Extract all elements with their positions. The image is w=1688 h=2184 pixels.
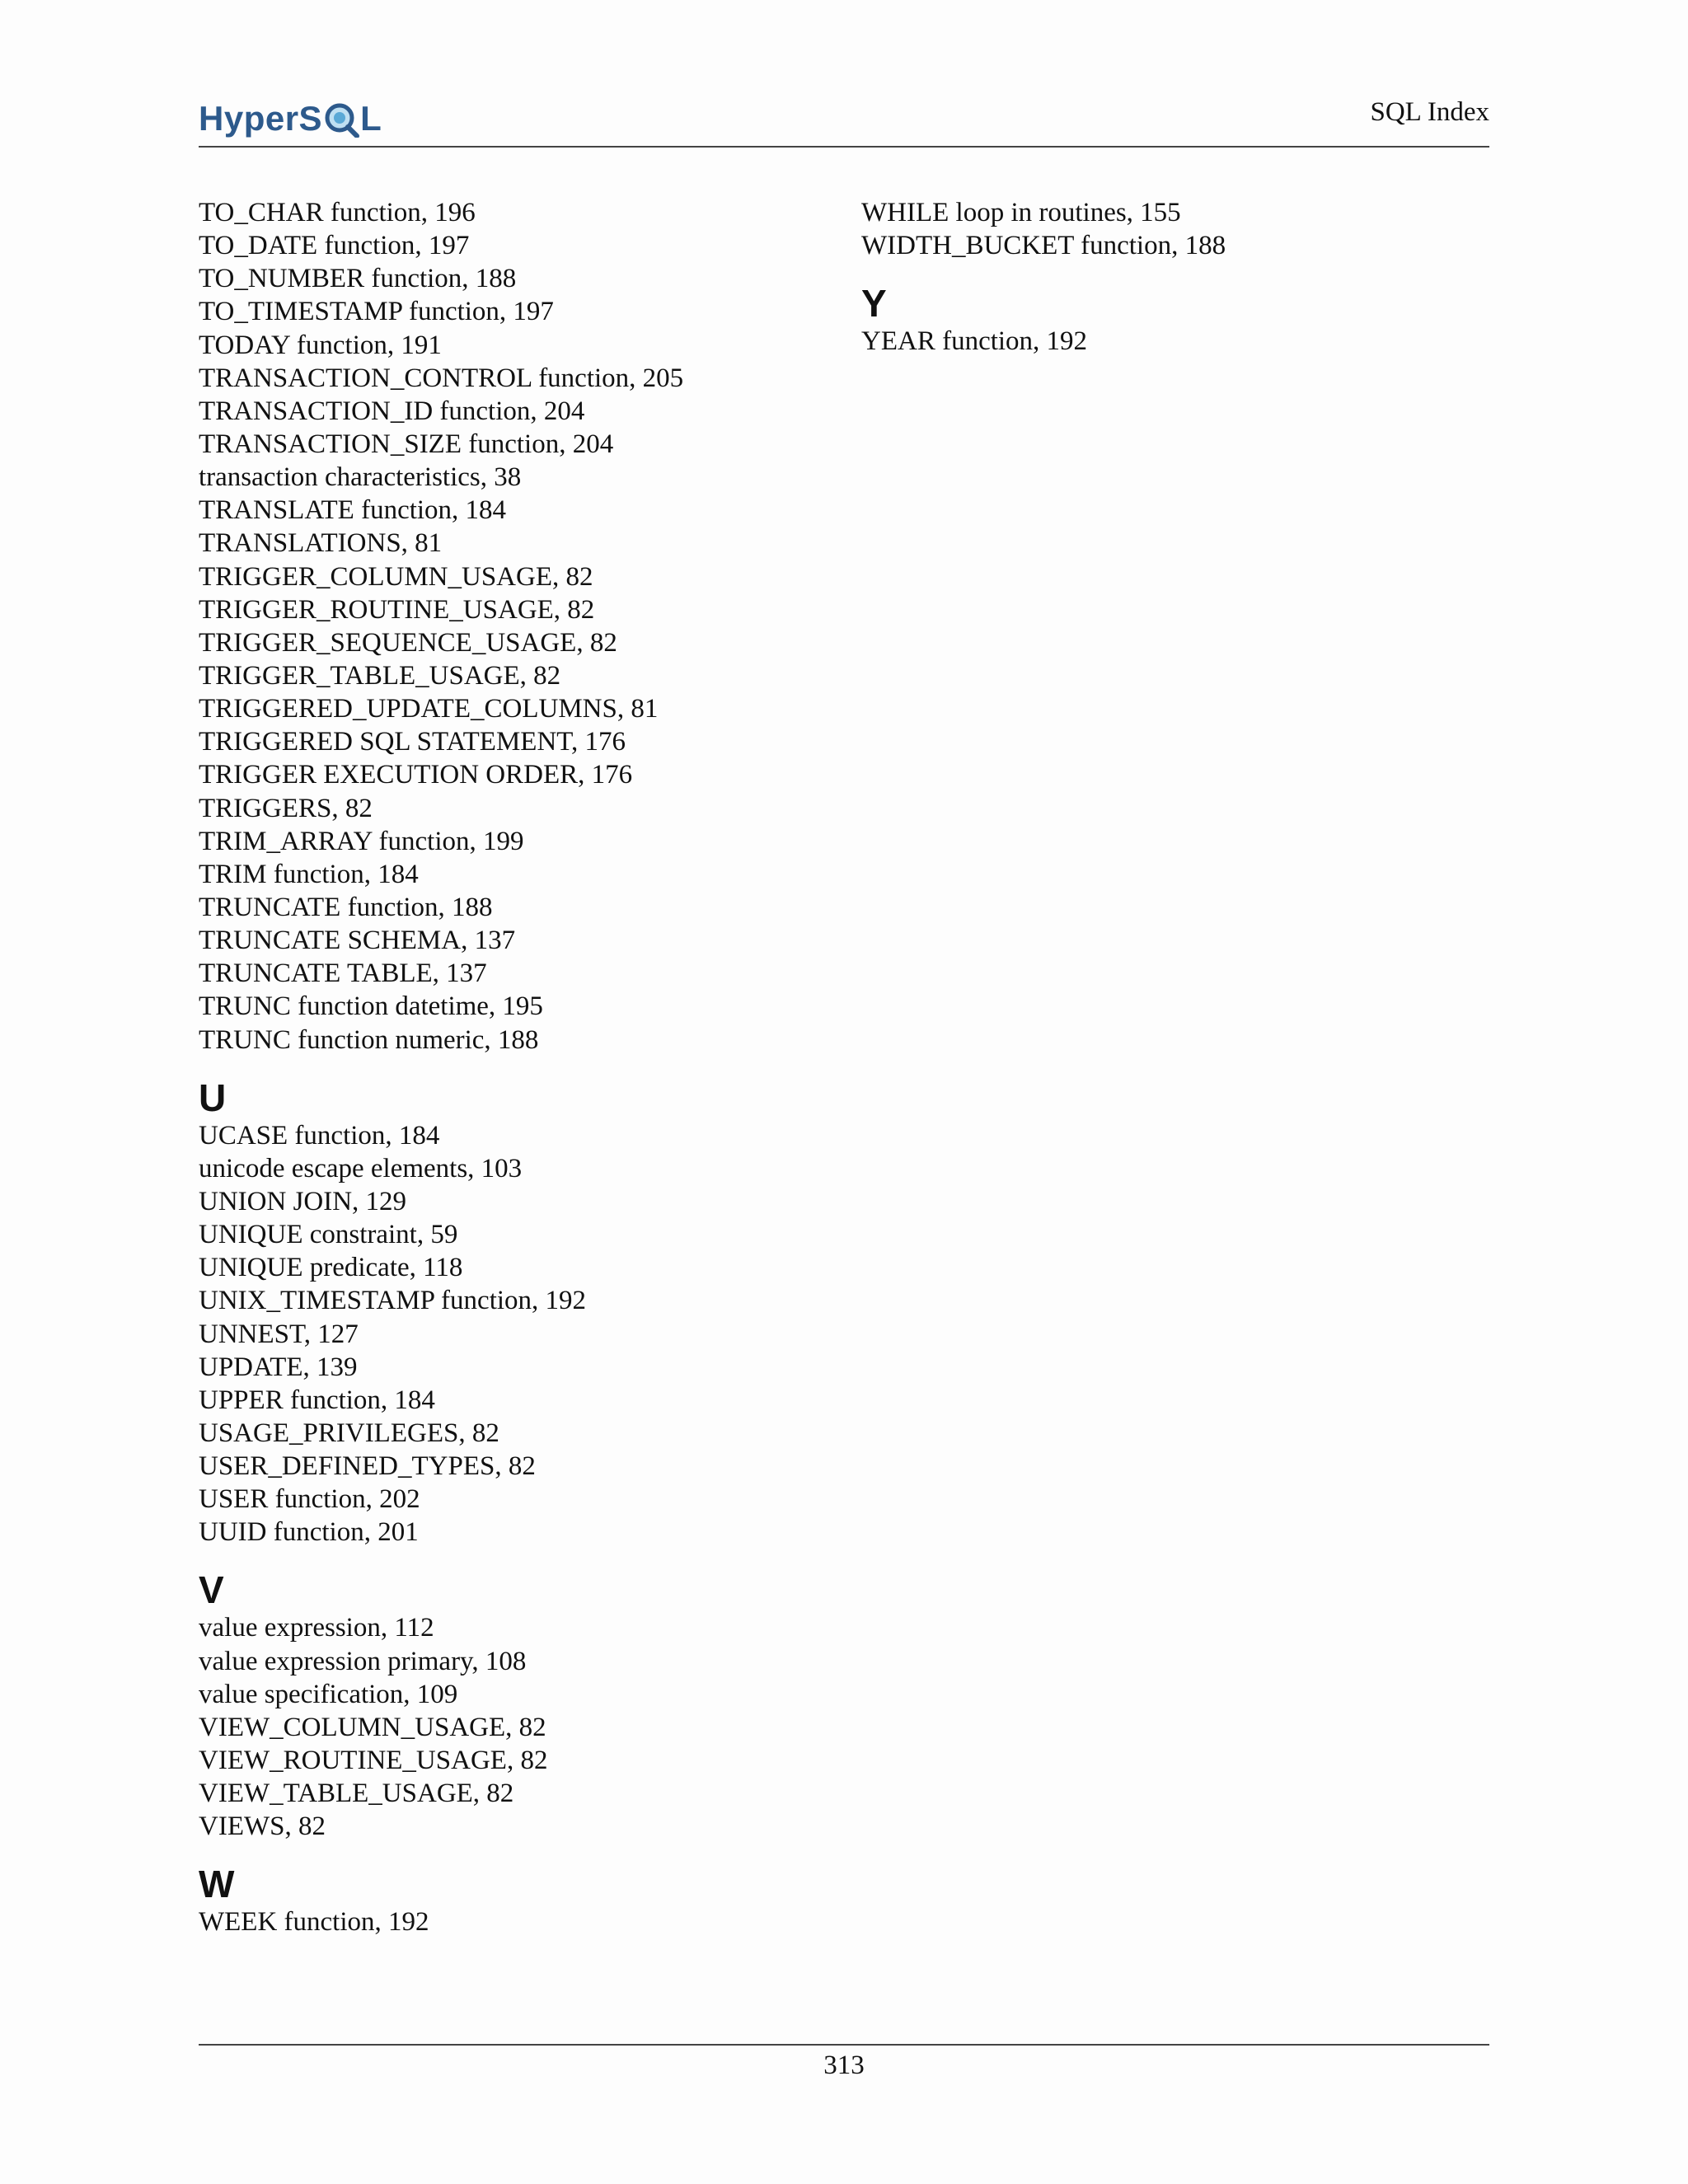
index-entry: UUID function, 201 xyxy=(199,1517,419,1548)
section-title: SQL Index xyxy=(1370,97,1489,127)
index-entry: TRIGGER_SEQUENCE_USAGE, 82 xyxy=(199,627,617,658)
index-entry: USAGE_PRIVILEGES, 82 xyxy=(199,1418,499,1448)
index-entry: TO_NUMBER function, 188 xyxy=(199,264,517,294)
magnifier-q-icon xyxy=(323,100,359,138)
index-entry: WHILE loop in routines, 155 xyxy=(861,198,1181,227)
index-entry: TRANSACTION_SIZE function, 204 xyxy=(199,429,614,459)
index-entry: TRUNCATE TABLE, 137 xyxy=(199,958,487,989)
index-entry: UNION JOIN, 129 xyxy=(199,1186,407,1216)
hypersql-logo: HyperS L xyxy=(199,99,382,138)
index-entry: UPDATE, 139 xyxy=(199,1352,358,1382)
index-entry: TRIGGERED_UPDATE_COLUMNS, 81 xyxy=(199,694,659,724)
index-entry: USER function, 202 xyxy=(199,1484,420,1515)
header-divider xyxy=(199,146,1489,148)
index-entry: VIEW_ROUTINE_USAGE, 82 xyxy=(199,1746,548,1776)
index-entry: TRIM function, 184 xyxy=(199,859,419,889)
index-entry: TODAY function, 191 xyxy=(199,330,442,360)
index-entry: value expression primary, 108 xyxy=(199,1646,527,1676)
index-entry: TRANSACTION_ID function, 204 xyxy=(199,396,585,426)
index-entry: UPPER function, 184 xyxy=(199,1385,435,1415)
index-entry: unicode escape elements, 103 xyxy=(199,1153,523,1183)
index-entry: WIDTH_BUCKET function, 188 xyxy=(861,231,1226,261)
index-entry: TRIGGER_ROUTINE_USAGE, 82 xyxy=(199,594,595,625)
footer-divider xyxy=(199,2044,1489,2046)
index-group xyxy=(861,196,1488,262)
index-entry: TO_CHAR function, 196 xyxy=(199,198,476,227)
index-entry: VIEW_COLUMN_USAGE, 82 xyxy=(199,1712,546,1742)
index-group xyxy=(199,196,825,1057)
index-entry: UNIX_TIMESTAMP function, 192 xyxy=(199,1286,587,1316)
index-entry: TRUNCATE SCHEMA, 137 xyxy=(199,926,516,956)
index-entry: TRANSACTION_CONTROL function, 205 xyxy=(199,363,684,393)
index-entry: TRUNC function numeric, 188 xyxy=(199,1024,539,1055)
index-entry: TRUNC function datetime, 195 xyxy=(199,991,543,1022)
index-entry: UCASE function, 184 xyxy=(199,1120,440,1151)
index-entry: TRIGGER_TABLE_USAGE, 82 xyxy=(199,660,561,691)
index-entry: TRANSLATIONS, 81 xyxy=(199,528,443,559)
index-column-right xyxy=(861,196,1488,358)
index-entry: VIEW_TABLE_USAGE, 82 xyxy=(199,1779,514,1809)
index-group xyxy=(199,1076,825,1549)
index-column-left xyxy=(199,196,825,1939)
index-entry: TO_DATE function, 197 xyxy=(199,231,470,261)
index-group xyxy=(199,1568,825,1843)
index-entry: value specification, 109 xyxy=(199,1679,458,1709)
index-letter-heading: W xyxy=(199,1863,235,1906)
index-entry: YEAR function, 192 xyxy=(861,326,1088,357)
index-group xyxy=(199,1863,825,1938)
index-entry: TRIGGERED SQL STATEMENT, 176 xyxy=(199,727,626,757)
index-letter-heading: U xyxy=(199,1076,227,1119)
index-entry: UNNEST, 127 xyxy=(199,1319,359,1349)
index-entry: UNIQUE predicate, 118 xyxy=(199,1253,463,1283)
page-number: 313 xyxy=(823,2050,865,2080)
index-entry: TRIGGER EXECUTION ORDER, 176 xyxy=(199,760,633,790)
index-entry: TRUNCATE function, 188 xyxy=(199,892,493,922)
page-header xyxy=(199,91,1489,147)
index-entry: TO_TIMESTAMP function, 197 xyxy=(199,297,554,327)
index-entry: transaction characteristics, 38 xyxy=(199,462,522,493)
index-entry: WEEK function, 192 xyxy=(199,1907,429,1938)
index-entry: USER_DEFINED_TYPES, 82 xyxy=(199,1451,536,1482)
index-entry: TRANSLATE function, 184 xyxy=(199,495,507,526)
index-letter-heading: V xyxy=(199,1568,224,1612)
index-entry: TRIGGERS, 82 xyxy=(199,793,373,823)
index-entry: TRIGGER_COLUMN_USAGE, 82 xyxy=(199,561,593,592)
index-entry: UNIQUE constraint, 59 xyxy=(199,1220,458,1250)
index-letter-heading: Y xyxy=(861,282,887,326)
index-group xyxy=(861,282,1488,358)
index-entry: VIEWS, 82 xyxy=(199,1811,326,1842)
index-entry: value expression, 112 xyxy=(199,1613,434,1643)
index-entry: TRIM_ARRAY function, 199 xyxy=(199,826,524,856)
